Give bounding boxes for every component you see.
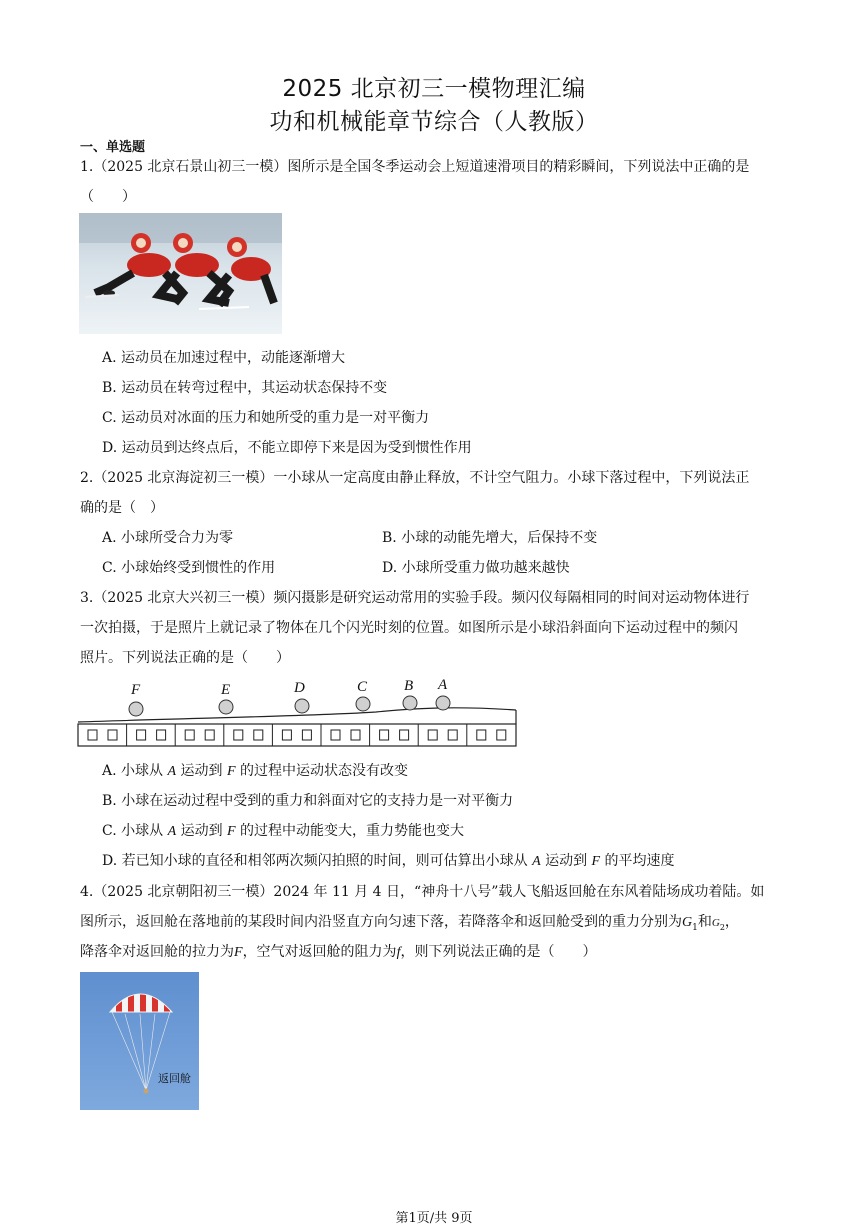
ball-e [219, 700, 233, 714]
q3-stem-line2: 一次拍摄，于是照片上就记录了物体在几个闪光时刻的位置。如图所示是小球沿斜面向下运动过程中的频闪 [80, 620, 738, 636]
ball-a [436, 696, 450, 710]
q3-option-c: C. 小球从 A 运动到 F 的过程中动能变大，重力势能也变大 [102, 823, 465, 839]
q2-stem-line2: 确的是（ ） [80, 500, 164, 516]
page-footer: 第1页/共 9页 [395, 1211, 473, 1226]
ball-d [295, 699, 309, 713]
ball-c [356, 697, 370, 711]
label-d: D [294, 680, 305, 696]
q3-option-a: A. 小球从 A 运动到 F 的过程中运动状态没有改变 [102, 763, 408, 779]
q4-stem-line3: 降落伞对返回舱的拉力为F，空气对返回舱的阻力为f，则下列说法正确的是（ ） [80, 944, 597, 960]
ball-f [129, 702, 143, 716]
q1-option-a: A. 运动员在加速过程中，动能逐渐增大 [102, 350, 346, 366]
section-heading: 一、单选题 [80, 140, 146, 155]
q2-option-a: A. 小球所受合力为零 [102, 530, 234, 546]
parachute-capsule-photo [80, 972, 199, 1110]
doc-title-line2: 功和机械能章节综合（人教版） [269, 109, 599, 135]
label-e: E [221, 682, 231, 698]
label-f: F [131, 682, 141, 698]
q1-option-b: B. 运动员在转弯过程中，其运动状态保持不变 [102, 380, 388, 396]
q3-option-d: D. 若已知小球的直径和相邻两次频闪拍照的时间，则可估算出小球从 A 运动到 F 的平均速度 [102, 853, 675, 869]
q4-stem-line2: 图所示，返回舱在落地前的某段时间内沿竖直方向匀速下落，若降落伞和返回舱受到的重力分别为$G_1$和$G_2$， [80, 914, 739, 933]
strobe-photo-figure [76, 674, 520, 750]
q4-stem-line1: 4.（2025 北京朝阳初三一模）2024 年 11 月 4 日，“神舟十八号”载人飞船返回舱在东风着陆场成功着陆。如 [80, 884, 765, 900]
speed-skating-photo [79, 213, 282, 334]
q2-option-d: D. 小球所受重力做功越来越快 [382, 560, 570, 576]
q1-stem-line2: （ ） [80, 189, 136, 205]
label-b: B [404, 678, 414, 694]
label-c: C [357, 679, 368, 695]
q1-option-d: D. 运动员到达终点后，不能立即停下来是因为受到惯性作用 [102, 440, 472, 456]
q2-option-b: B. 小球的动能先增大，后保持不变 [382, 530, 598, 546]
q2-stem-line1: 2.（2025 北京海淀初三一模）一小球从一定高度由静止释放，不计空气阻力。小球下落过程中，下列说法正 [80, 470, 750, 486]
q1-stem-line1: 1.（2025 北京石景山初三一模）图所示是全国冬季运动会上短道速滑项目的精彩瞬间，下列说法中正确的是 [80, 159, 750, 175]
q2-option-c: C. 小球始终受到惯性的作用 [102, 560, 276, 576]
label-a: A [438, 677, 448, 693]
q3-stem-line3: 照片。下列说法正确的是（ ） [80, 650, 290, 666]
q1-option-c: C. 运动员对冰面的压力和她所受的重力是一对平衡力 [102, 410, 430, 426]
ball-b [403, 696, 417, 710]
q3-option-b: B. 小球在运动过程中受到的重力和斜面对它的支持力是一对平衡力 [102, 793, 514, 809]
doc-title-line1: 2025 北京初三一模物理汇编 [282, 76, 586, 102]
capsule-label: 返回舱 [158, 1072, 191, 1085]
q3-stem-line1: 3.（2025 北京大兴初三一模）频闪摄影是研究运动常用的实验手段。频闪仪每隔相同的时间对运动物体进行 [80, 590, 750, 606]
